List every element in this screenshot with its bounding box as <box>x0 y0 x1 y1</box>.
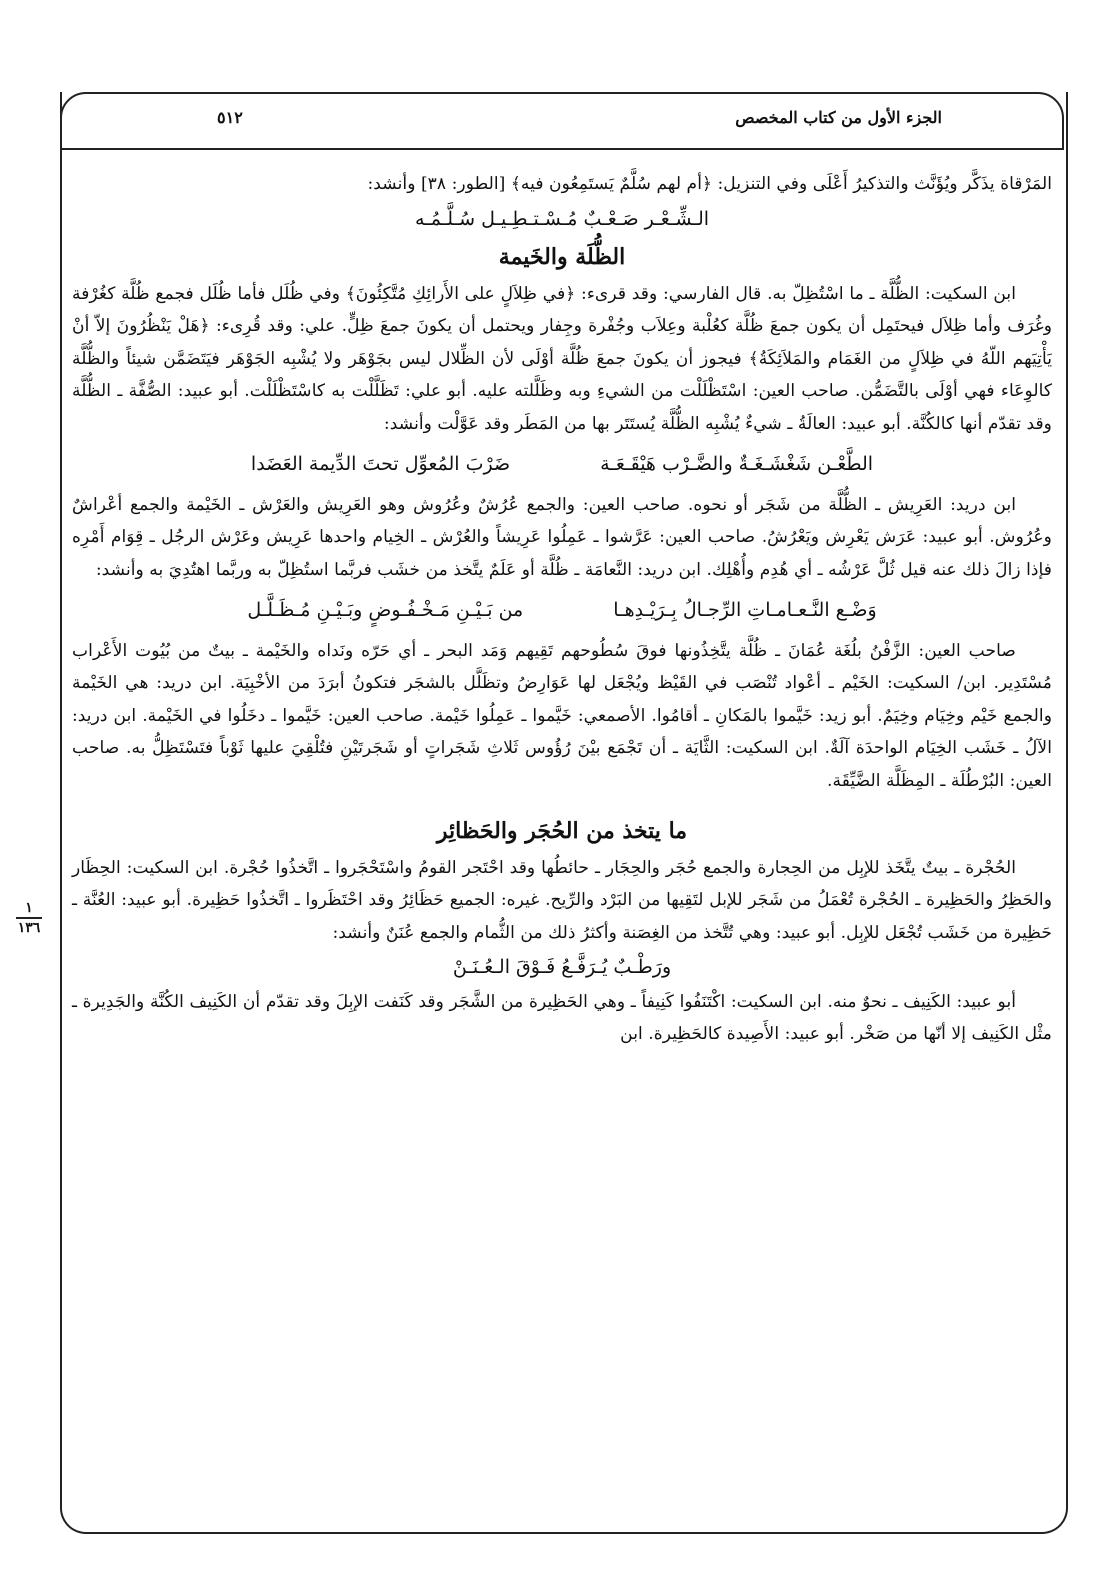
page-content <box>72 168 1052 1051</box>
paragraph-2: ابن السكيت: الظُّلَّة ـ ما اسْتُظِلّ به. قال الفارسي: وقد قرىء: ﴿في ظِلاَلٍ على الأَرائِكِ مُتَّكِئُونَ﴾ وفي ظُلَل فأما ظُلَل فجمع ظُلَّة كغُرْفة وغُرَف وأما ظِلاَل فيحتَمِل أن يكون جمعَ ظُلَّة كعُلْبة وعِلاَب وجُفْرة وجِفار ويحتمل أن يكونَ جمعَ ظِلٍّ. علي: وقد قُرِىء: ﴿هَلْ يَنْظُرُونَ إلاّ أنْ يَأْتِيَهم اللّهُ في ظِلاَلٍ من الغَمَام والمَلاَئِكَةُ﴾ فيجوز أن يكونَ جمعَ ظُلَّة أوْلَى لأن الظِّلال ليس بجَوْهَر ولا يُشْبِه الجَوْهَر فيَتَضَمَّن شيئاً والظُّلَّة كالوِعَاء فهي أوْلَى بالتَّضَمُّن. صاحب العين: اسْتَظْلَلْت من الشيءِ وبه وظَلَّلته عليه. أبو علي: تَظَلَّلْت به كاسْتَظْلَلْت. أبو عبيد: الصُّفَّة ـ الظُّلَّة وقد تقدّم أنها كالكُنَّة. أبو عبيد: العالَةُ ـ شيءٌ يُشْبِه الظُّلَّة يُستَتَر بها من المَطَر وقد عَوَّلْت وأنشد: <box>72 283 1052 434</box>
paragraph-5: الحُجْرة ـ بيتٌ يتَّخَذ للإبِل من الحِجارة والجمع حُجَر والحِجَار ـ حائطُها وقد احْتَجر القومُ واسْتَحْجَروا ـ اتَّخذُوا حُجْرة. ابن السكيت: الحِظَار والحَظِرُ والحَظِيرة ـ الحُجْرة تُعْمَلُ من شَجَر للإبل لتَقِيها من البَرْد والرِّيح. غيره: الجميع حَظَائِرُ وقد احْتَظَروا ـ اتَّخذُوا حَظِيرة. أبو عبيد: العُنَّة ـ حَظِيرة من خَشَب تُجْعَل للإبِل. أبو عبيد: وهي تُتَّخذ من الغِصَنة وأكثرُ ذلك من الثُّمام والجمع عُنَنٌ وأنشد: <box>72 857 1052 943</box>
verse-2-hemistich-2: ضَرْبَ المُعوِّل تحتَ الدِّيمة العَضَدا <box>250 453 511 475</box>
verse-2 <box>72 448 1052 481</box>
paragraph-4: صاحب العين: الزَّفْنُ بلُغَة عُمَانَ ـ ظُلَّة يتَّخِذُونها فوقَ سُطُوحهم تَقِيهم وَمَد البحر ـ أي حَرّه ونَداه والخَيْمة ـ بيتٌ من بُيُوت الأَعْراب مُسْتَدِير. ابن/ السكيت: الخَيْم ـ أعْواد تُنْصَب في القَيْظ ويُجْعَل لها عَوَارِضُ وتظَلَّل بالشجَر فتكونُ أبرَدَ من الأخْبِيَة. ابن دريد: هي الخَيْمة والجمع خَيْم وخِيَام وخِيَمٌ. أبو زيد: خَيَّموا بالمَكانِ ـ أقامُوا. الأصمعي: خَيَّموا ـ عَمِلُوا خَيْمة. صاحب العين: خَيَّموا ـ دخَلُوا في الخَيْمة. ابن دريد: الآلُ ـ خَشَب الخِيَام الواحدَة آلَةٌ. ابن السكيت: الثَّايَة ـ أن تَجْمَع بيْنَ رُؤُوس ثَلاثِ شَجَراتٍ أو شَجَرتَيْنِ فتُلْقِيَ عليها ثَوْباً فتَسْتَظِلُّ به. صاحب العين: البُرْطُلَة ـ المِظَلَّة الضَّيِّقَة. <box>72 640 1052 791</box>
page-header <box>60 92 1064 150</box>
book-title: الجزء الأول من كتاب المخصص <box>735 108 942 127</box>
verse-2-hemistich-1: الطَّعْـن شَغْشَـغَـةٌ والضَّـرْب هَيْقَـعَـة <box>600 453 874 475</box>
verse-3 <box>72 594 1052 627</box>
margin-note <box>14 900 44 936</box>
margin-note-top: ١ <box>25 900 33 916</box>
paragraph-1: المَرْقاة يذَكَّر ويُؤَنَّث والتذكيرُ أَعْلَى وفي التنزيل: ﴿أم لهم سُلَّمٌ يَستَمِعُون فيه﴾ [الطور: ٣٨] وأنشد: <box>367 174 1052 194</box>
margin-note-bottom: ١٣٦ <box>17 920 41 936</box>
verse-4: ورَطْـبٌ يُـرَفَّـعُ فَـوْقَ الـعُـنَـنْ <box>452 956 672 978</box>
margin-note-line <box>16 917 42 919</box>
section-heading-1: الظُّلَة والخَيمة <box>498 244 626 270</box>
section-heading-2: ما يتخذ من الحُجَر والحَظائِر <box>436 818 688 844</box>
paragraph-3: ابن دريد: العَرِيش ـ الظُّلَّة من شَجَر أو نحوه. صاحب العين: والجمع عُرُشٌ وعُرُوش وهو العَرِيش والعَرْش ـ الخَيْمة والجمع أعْراشٌ وعُرُوش. أبو عبيد: عَرَش يَعْرِش ويَعْرُشُ. صاحب العين: عَرَّشوا ـ عَمِلُوا عَرِيشاً والعُرْش ـ الخِيام واحدها عَرِيش وعَرْش الرجُل ـ قِوَام أَمْرِه فإذا زالَ ذلك عنه قيل ثُلَّ عَرْشُه ـ أي هُدِم وأُهْلِك. ابن دريد: النَّعامَة ـ ظُلَّة أو عَلَمٌ يتَّخذ من خشَب فربَّما استُظِلّ به وربَّما اهتُدِيَ به وأنشد: <box>72 494 1052 580</box>
verse-3-hemistich-2: من بَـيْـنِ مَـخْـفُـوضٍ وبَـيْـنِ مُـظَـلَّـل <box>247 599 524 621</box>
verse-1: الـشِّـعْـر صَـعْـبٌ مُـسْـتـطِـيـل سُـلَّـمُـه <box>414 207 710 230</box>
page-number: ٥١٢ <box>217 108 243 127</box>
verse-3-hemistich-1: وَضْـع النَّـعـامـاتِ الرِّجـالُ بِـرَيْـدِهـا <box>613 599 877 621</box>
paragraph-6: أبو عبيد: الكَنِيف ـ نحوٌ منه. ابن السكيت: اكْتَنَفُوا كَنِيفاً ـ وهي الحَظِيرة من الشَّجَر وقد كَنَفت الإبِلَ وقد تقدّم أن الكَنِيف الكُنَّة والجَدِيرة ـ مثْل الكَنِيف إلا أنّها من صَخْر. أبو عبيد: الأَصِيدة كالحَظِيرة. ابن <box>72 991 1052 1044</box>
